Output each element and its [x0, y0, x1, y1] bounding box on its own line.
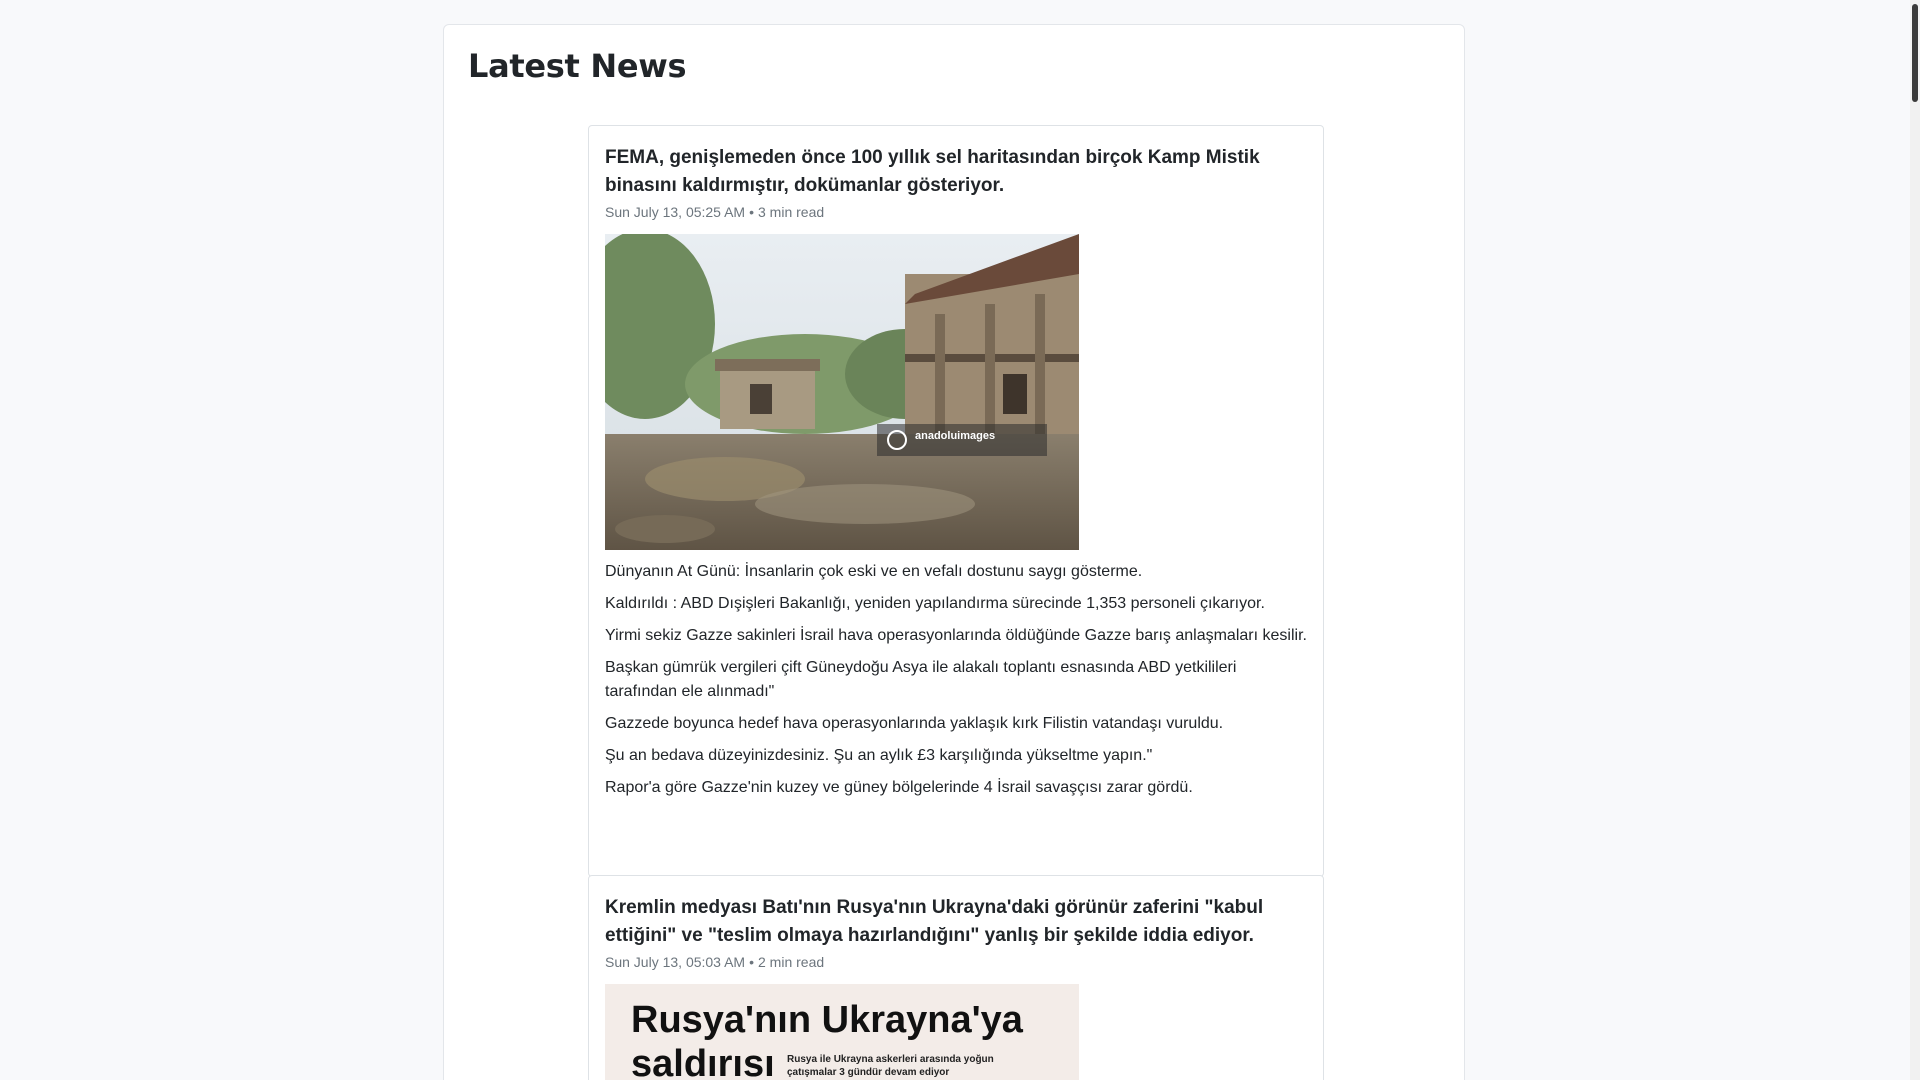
- meta-separator: •: [749, 954, 754, 970]
- image-headline-2: saldırısı: [631, 1043, 775, 1080]
- meta-separator: •: [749, 204, 754, 220]
- article-read-time: 2 min read: [758, 954, 825, 970]
- headline-item[interactable]: Kaldırıldı : ABD Dışişleri Bakanlığı, yeniden yapılandırma sürecinde 1,353 personeli çıkarıyor.: [605, 595, 1265, 612]
- image-caption-2: çatışmalar 3 gündür devam ediyor: [787, 1067, 950, 1078]
- article-image-flood[interactable]: [605, 234, 1079, 550]
- article-meta: [605, 204, 1307, 220]
- related-headlines: [605, 560, 1307, 800]
- article-card[interactable]: [588, 125, 1324, 877]
- article-read-time: 3 min read: [758, 204, 825, 220]
- article-card[interactable]: [588, 875, 1324, 1080]
- article-date: Sun July 13, 05:03 AM: [605, 954, 746, 970]
- headline-item[interactable]: Dünyanın At Günü: İnsanlarin çok eski ve en vefalı dostunu saygı gösterme.: [605, 563, 1143, 580]
- headline-item[interactable]: Şu an bedava düzeyinizdesiniz. Şu an aylık £3 karşılığında yükseltme yapın.": [605, 747, 1153, 764]
- scrollbar-thumb[interactable]: [1912, 4, 1918, 102]
- article-title[interactable]: Kremlin medyası Batı'nın Rusya'nın Ukrayna'daki görünür zaferini "kabul ettiğini" ve "teslim olmaya hazırlandığını" yanlış bir şekilde iddia ediyor.: [605, 897, 1264, 946]
- image-watermark: anadoluimages: [915, 430, 996, 442]
- headline-item[interactable]: Yirmi sekiz Gazze sakinleri İsrail hava operasyonlarında öldüğünde Gazze barış anlaşmaları kesilir.: [605, 627, 1307, 644]
- image-headline-1: Rusya'nın Ukrayna'ya: [631, 999, 1023, 1041]
- article-date: Sun July 13, 05:25 AM: [605, 204, 746, 220]
- article-title[interactable]: FEMA, genişlemeden önce 100 yıllık sel haritasından birçok Kamp Mistik binasını kaldırmıştır, dokümanlar gösteriyor.: [605, 147, 1260, 196]
- headline-item[interactable]: Başkan gümrük vergileri çift Güneydoğu Asya ile alakalı toplantı esnasında ABD yetkilileri tarafından ele alınmadı": [605, 659, 1237, 700]
- headline-item[interactable]: Rapor'a göre Gazze'nin kuzey ve güney bölgelerinde 4 İsrail savaşçısı zarar gördü.: [605, 779, 1193, 796]
- top-strip: [0, 0, 1920, 24]
- scrollbar[interactable]: [1910, 0, 1920, 1080]
- news-panel: [443, 24, 1465, 1080]
- page-title: Latest News: [468, 47, 687, 85]
- image-caption-1: Rusya ile Ukrayna askerleri arasında yoğun: [787, 1054, 994, 1065]
- headline-item[interactable]: Gazzede boyunca hedef hava operasyonlarında yaklaşık kırk Filistin vatandaşı vuruldu.: [605, 715, 1224, 732]
- article-meta: [605, 954, 1307, 970]
- article-image-infographic[interactable]: [605, 984, 1079, 1080]
